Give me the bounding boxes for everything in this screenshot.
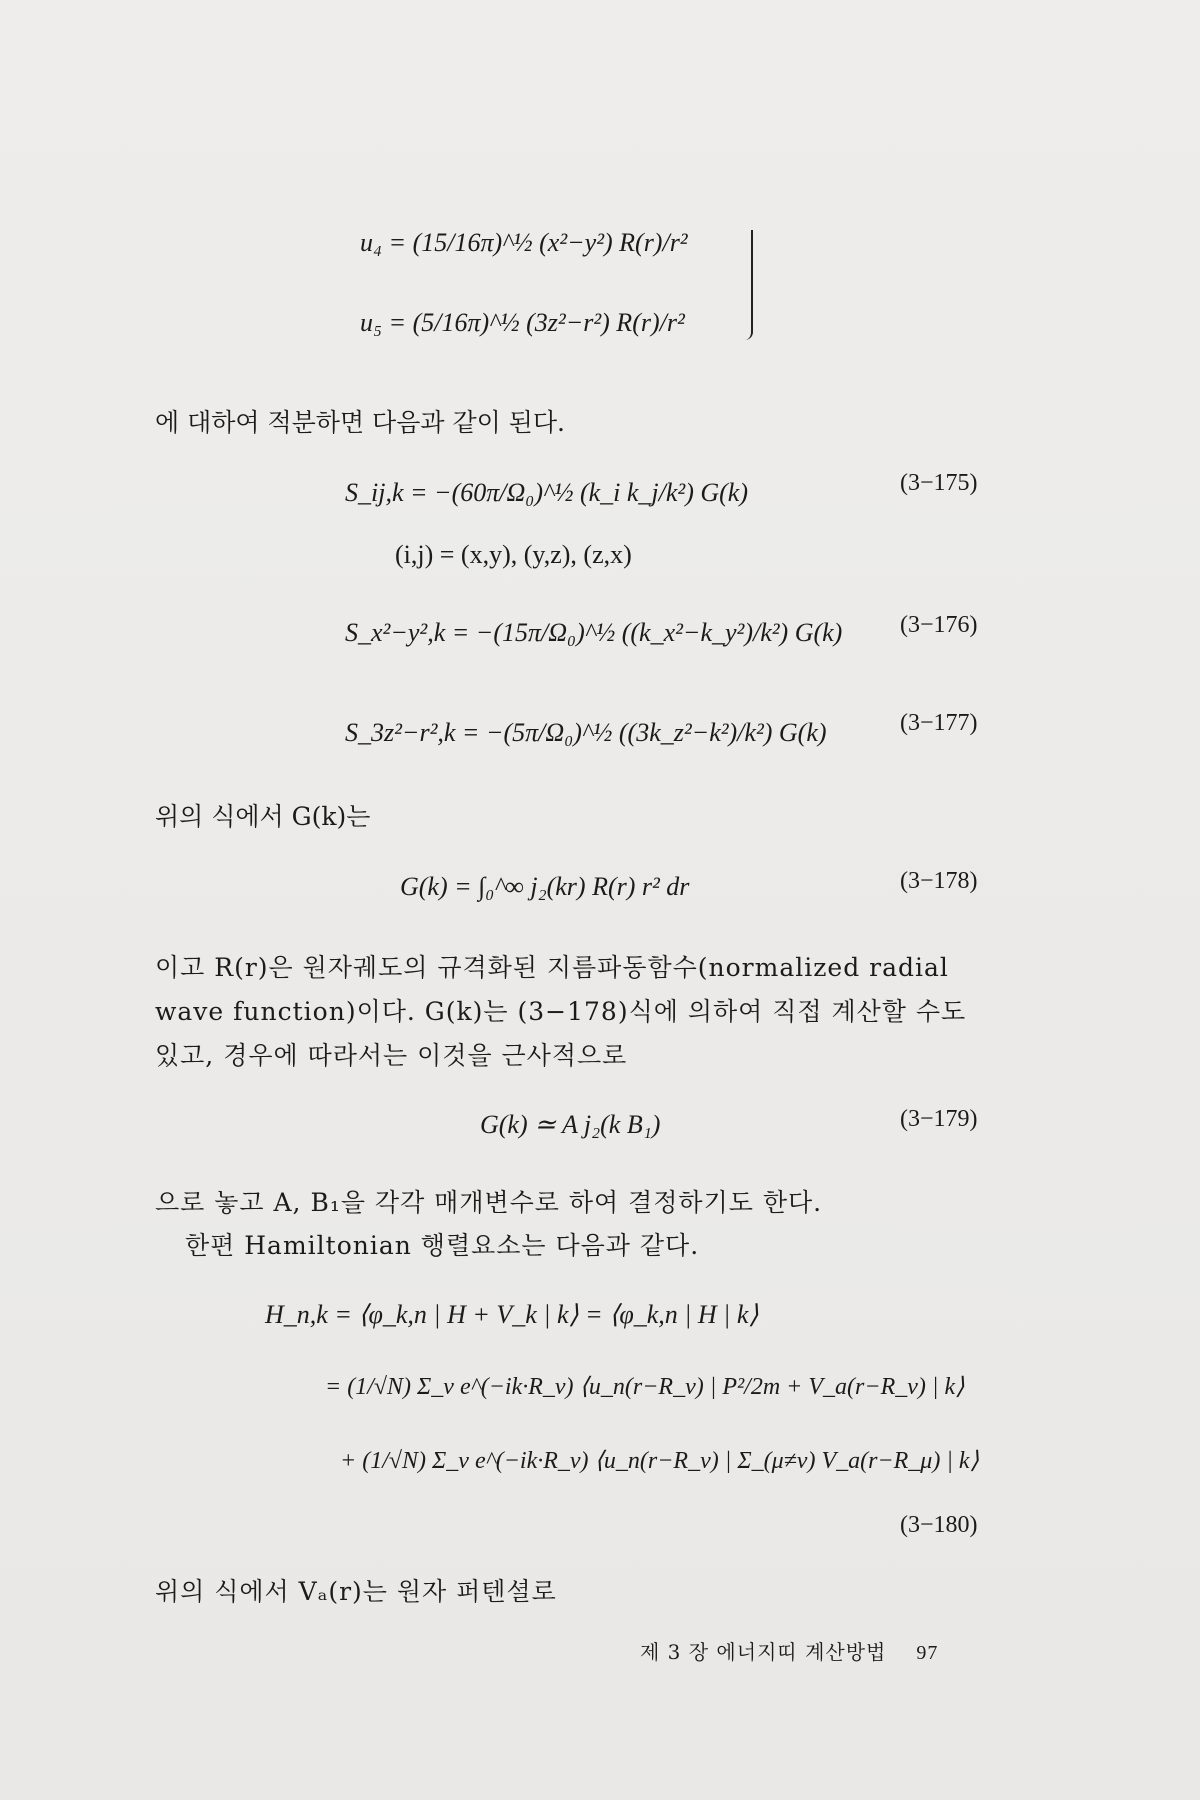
equation-3-176: S_x²−y²,k = −(15π/Ω₀)^½ ((k_x²−k_y²)/k²) G(k): [345, 618, 843, 647]
paragraph-integrate: 에 대하여 적분하면 다음과 같이 된다.: [155, 408, 565, 437]
equation-3-178: G(k) = ∫₀^∞ j₂(kr) R(r) r² dr: [400, 872, 690, 901]
equation-3-179: G(k) ≃ A j₂(k B₁): [480, 1110, 661, 1139]
page-footer: [640, 1636, 938, 1665]
paragraph-parameters: 으로 놓고 A, B₁을 각각 매개변수로 하여 결정하기도 한다.: [155, 1188, 823, 1217]
paragraph-radial-line2: wave function)이다. G(k)는 (3−178)식에 의하여 직접 계산할 수도: [155, 997, 967, 1026]
equation-3-180-line2: = (1/√N) Σ_ν e^(−ik·R_ν) ⟨u_n(r−R_ν) | P²/2m + V_a(r−R_ν) | k⟩: [325, 1374, 965, 1400]
equation-number-3-178: (3−178): [900, 868, 978, 894]
right-bracket: [745, 230, 753, 340]
equation-number-3-179: (3−179): [900, 1106, 978, 1132]
paragraph-radial-line1: 이고 R(r)은 원자궤도의 규격화된 지름파동함수(normalized radial: [155, 953, 949, 982]
paragraph-potential: 위의 식에서 Vₐ(r)는 원자 퍼텐셜로: [155, 1577, 557, 1606]
equation-number-3-176: (3−176): [900, 612, 978, 638]
equation-u5: u₅ = (5/16π)^½ (3z²−r²) R(r)/r²: [360, 308, 685, 337]
paragraph-gk-intro: 위의 식에서 G(k)는: [155, 802, 371, 831]
equation-u4: u₄ = (15/16π)^½ (x²−y²) R(r)/r²: [360, 228, 688, 257]
paragraph-radial-line3: 있고, 경우에 따라서는 이것을 근사적으로: [155, 1041, 628, 1070]
page-number: 97: [916, 1642, 939, 1664]
equation-3-177: S_3z²−r²,k = −(5π/Ω₀)^½ ((3k_z²−k²)/k²) G(k): [345, 718, 827, 747]
equation-3-175: S_ij,k = −(60π/Ω₀)^½ (k_i k_j/k²) G(k): [345, 478, 748, 507]
equation-3-175-indices: (i,j) = (x,y), (y,z), (z,x): [395, 540, 632, 569]
equation-3-180-line3: + (1/√N) Σ_ν e^(−ik·R_ν) ⟨u_n(r−R_ν) | Σ_(μ≠ν) V_a(r−R_μ) | k⟩: [340, 1448, 979, 1474]
paragraph-hamiltonian: 한편 Hamiltonian 행렬요소는 다음과 같다.: [185, 1231, 700, 1260]
equation-3-180-line1: H_n,k = ⟨φ_k,n | H + V_k | k⟩ = ⟨φ_k,n | H | k⟩: [265, 1300, 759, 1329]
equation-number-3-177: (3−177): [900, 710, 978, 736]
equation-number-3-180: (3−180): [900, 1512, 978, 1538]
chapter-title: 제 3 장 에너지띠 계산방법: [640, 1640, 887, 1664]
equation-number-3-175: (3−175): [900, 470, 978, 496]
